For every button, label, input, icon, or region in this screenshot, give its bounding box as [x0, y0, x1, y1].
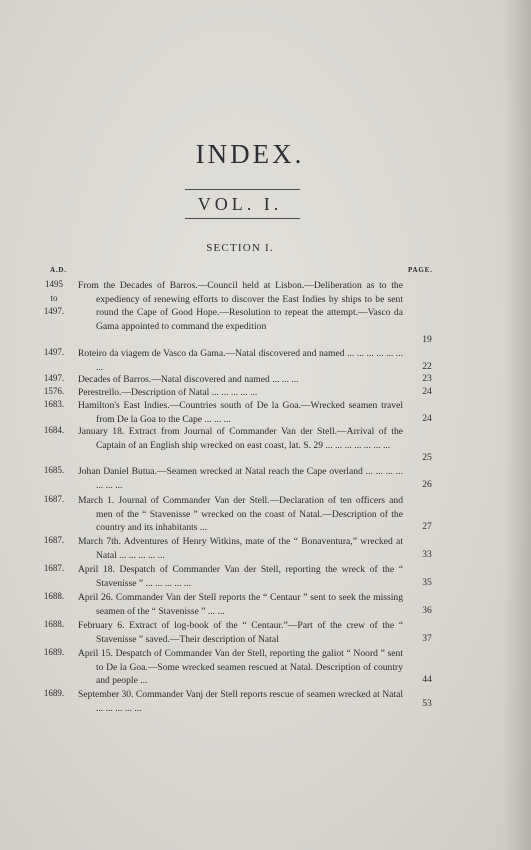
page-edge-shadow: [503, 0, 531, 850]
entry-page: 53: [422, 698, 432, 709]
section-heading: SECTION I.: [206, 242, 274, 254]
entry-text: January 18. Extract from Journal of Commander Van der Stell.—Arrival of the Captain of an English ship wrecked on east coast, lat. S. 29 ... ... ... ... ... ... ...: [78, 426, 403, 451]
entry-year: 1683.: [43, 399, 65, 409]
entry-year: 1687.: [43, 535, 65, 545]
entry-year: 1684.: [43, 425, 65, 435]
rule-bottom: [185, 218, 300, 219]
entry-text: April 26. Commander Van der Stell reports the “ Centaur ” sent to seek the missing seamen of the “ Stavenisse ” ... ...: [78, 592, 403, 617]
entry-year: 1495: [45, 279, 63, 289]
entry-year: 1688.: [43, 591, 65, 601]
entry-page: 22: [422, 360, 432, 372]
entry-text: Johan Daniel Butua.—Seamen wrecked at Natal reach the Cape overland ... ... ... ... ... ... ...: [78, 466, 403, 491]
entry-year: 1687.: [43, 563, 65, 573]
entry-year: 1689.: [43, 688, 65, 698]
entry-text: March 7th. Adventures of Henry Witkins, mate of the “ Bonaventura,” wrecked at Natal ... ... ... ... ...: [78, 536, 403, 561]
entry-page: 37: [422, 632, 432, 644]
entry-page: 24: [422, 386, 432, 397]
entry-page: 25: [422, 452, 432, 464]
entry-text: September 30. Commander Vanj der Stell reports rescue of seamen wrecked at Natal ... ... ... ... ...: [78, 689, 403, 714]
entry-page: 44: [422, 674, 432, 686]
entry-page: 19: [422, 333, 432, 345]
column-header-ad: A.D.: [50, 266, 67, 274]
page-title: INDEX.: [195, 139, 305, 169]
entry-year: to: [50, 292, 58, 303]
entry-text: April 18. Despatch of Commander Van der Stell, reporting the wreck of the “ Stavenisse ” ... ... ... ... ...: [78, 564, 403, 589]
entry-year: 1497.: [43, 373, 65, 383]
entry-page: 36: [422, 604, 432, 616]
entry-page: 23: [422, 373, 432, 384]
entry-page: 35: [422, 576, 432, 588]
entry-page: 24: [422, 412, 432, 424]
entry-text: April 15. Despatch of Commander Van der Stell, reporting the galiot “ Noord ” sent to De la Goa.—Some wrecked seamen rescued at Natal. Description of country and people ...: [78, 648, 403, 687]
volume-label: VOL. I.: [197, 194, 283, 214]
entry-page: 26: [422, 478, 432, 490]
entry-year: 1576.: [43, 386, 65, 396]
entry-text: Hamilton's East Indies.—Countries south of De la Goa.—Wrecked seamen travel from De la Goa to the Cape ... ... ...: [78, 400, 403, 425]
entry-year: 1689.: [43, 647, 65, 657]
entry-year: 1688.: [43, 619, 65, 629]
entry-text: February 6. Extract of log-book of the “ Centaur.”—Part of the crew of the “ Stavenisse ” saved.—Their description of Natal: [78, 620, 403, 645]
entry-page: 33: [422, 548, 432, 560]
column-header-page: PAGE.: [408, 266, 433, 274]
entry-text: Roteiro da viagem de Vasco da Gama.—Natal discovered and named ... ... ... ... ... ... ...: [78, 348, 403, 373]
entry-year: 1685.: [43, 465, 65, 475]
entry-year: 1497.: [43, 347, 65, 357]
entry-year: 1497.: [43, 306, 65, 317]
entry-text: Decades of Barros.—Natal discovered and named ... ... ...: [78, 374, 299, 385]
entry-text: From the Decades of Barros.—Council held at Lisbon.—Deliberation as to the expediency of renewing efforts to discover the East Indies by ships to be sent round the Cape of Good Hope.—Resolution to repeat the attempt.—Vasco da Gama appointed to command the expedition: [78, 280, 403, 333]
entry-text: March 1. Journal of Commander Van der Stell.—Declaration of ten officers and men of the “ Stavenisse ” wrecked on the coast of Natal.—Description of the country and its inhabitants ...: [78, 495, 403, 534]
entry-text: Perestrello.—Description of Natal ... ... ... ... ...: [78, 387, 258, 398]
entry-year: 1687.: [43, 494, 65, 504]
entry-page: 27: [422, 521, 432, 533]
rule-top: [185, 189, 300, 190]
